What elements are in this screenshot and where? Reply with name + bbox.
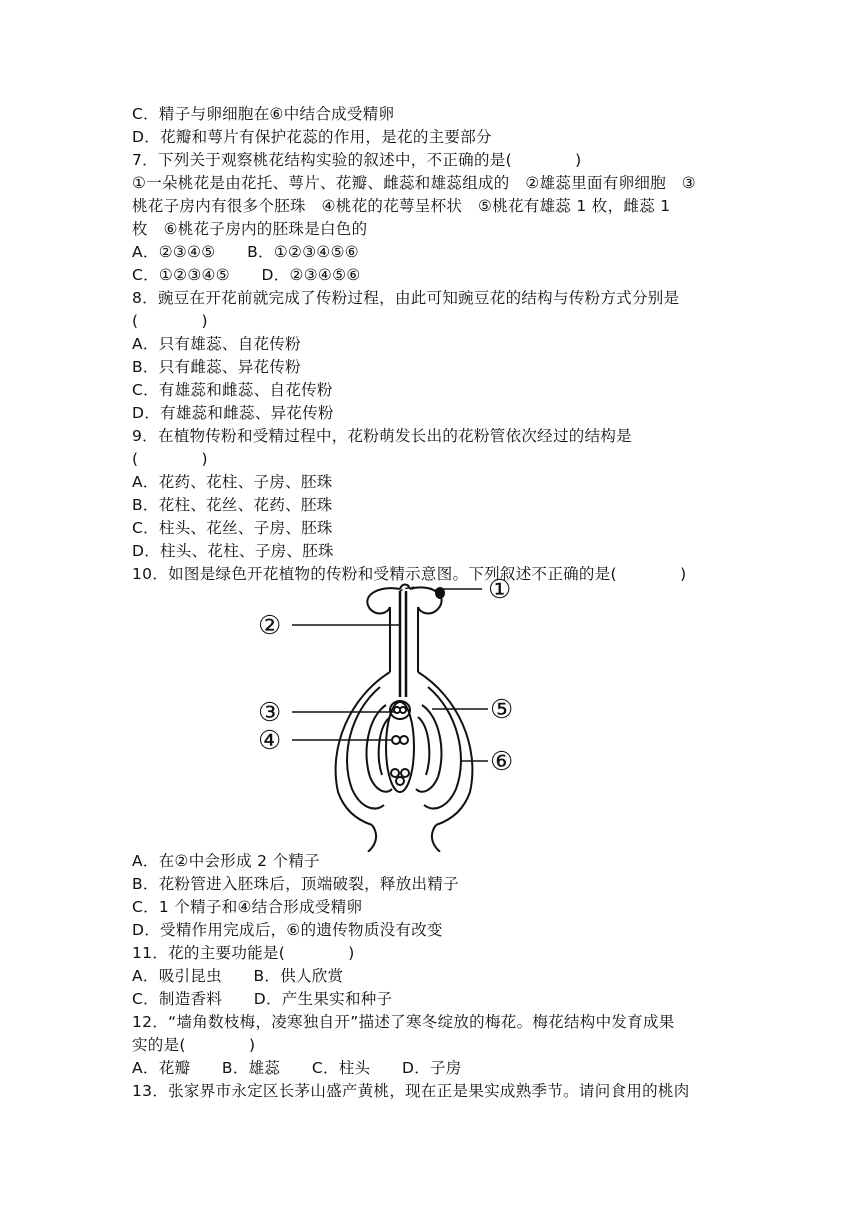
question-12-stem: 12．“墙角数枝梅，凌寒独自开”描述了寒冬绽放的梅花。梅花结构中发育成果 — [132, 1013, 675, 1031]
antipodal-2 — [401, 769, 409, 777]
pollination-fertilization-diagram — [250, 577, 540, 852]
receptacle-left — [368, 825, 376, 852]
stigma-top — [400, 585, 410, 590]
stigma-left-lobe — [367, 588, 400, 613]
question-9-stem: 9．在植物传粉和受精过程中，花粉萌发长出的花粉管依次经过的结构是 — [132, 427, 632, 445]
question-12-options: A．花瓣 B．雄蕊 C．柱头 D．子房 — [132, 1059, 462, 1077]
question-11-stem: 11．花的主要功能是( ) — [132, 944, 355, 962]
egg-nucleus-2 — [400, 707, 406, 713]
question-13-stem: 13．张家界市永定区长茅山盛产黄桃，现在正是果实成熟季节。请问食用的桃肉 — [132, 1082, 690, 1100]
question-10-stem: 10．如图是绿色开花植物的传粉和受精示意图。下列叙述不正确的是( ) — [132, 565, 687, 583]
question-10-option-a: A．在②中会形成 2 个精子 — [132, 852, 320, 870]
question-9-option-d: D．柱头、花柱、子房、胚珠 — [132, 542, 334, 560]
label-2: ② — [258, 611, 282, 641]
ovary-outer-right — [418, 672, 472, 825]
question-7-options-cd: C．①②③④⑤ D．②③④⑤⑥ — [132, 266, 361, 284]
question-8-option-d: D．有雄蕊和雌蕊、异花传粉 — [132, 404, 334, 422]
question-9-blank: ( ) — [132, 450, 208, 468]
ovary-outer-left — [336, 672, 390, 825]
antipodal-1 — [391, 769, 399, 777]
question-7-stem: 7．下列关于观察桃花结构实验的叙述中，不正确的是( ) — [132, 151, 582, 169]
embryo-sac — [386, 702, 414, 792]
option-c-q6: C．精子与卵细胞在⑥中结合成受精卵 — [132, 105, 395, 123]
polar-nucleus-1 — [392, 736, 400, 744]
question-12-stem-line2: 实的是( ) — [132, 1036, 256, 1054]
receptacle-right — [432, 825, 440, 852]
question-9-option-c: C．柱头、花丝、子房、胚珠 — [132, 519, 333, 537]
question-10-option-c: C．1 个精子和④结合形成受精卵 — [132, 898, 363, 916]
question-11-options-cd: C．制造香料 D．产生果实和种子 — [132, 990, 393, 1008]
question-7-statements-line3: 枚 ⑥桃花子房内的胚珠是白色的 — [132, 220, 368, 238]
label-4: ④ — [258, 726, 282, 756]
question-8-option-a: A．只有雄蕊、自花传粉 — [132, 335, 301, 353]
label-1: ① — [488, 577, 512, 605]
question-7-statements-line1: ①一朵桃花是由花托、萼片、花瓣、雌蕊和雄蕊组成的 ②雄蕊里面有卵细胞 ③ — [132, 174, 696, 192]
polar-nucleus-2 — [400, 736, 408, 744]
pollen-grain — [436, 588, 444, 598]
question-9-option-a: A．花药、花柱、子房、胚珠 — [132, 473, 333, 491]
question-8-stem: 8．豌豆在开花前就完成了传粉过程，由此可知豌豆花的结构与传粉方式分别是 — [132, 289, 680, 307]
question-10-option-b: B．花粉管进入胚珠后，顶端破裂，释放出精子 — [132, 875, 459, 893]
question-8-option-c: C．有雄蕊和雌蕊、自花传粉 — [132, 381, 333, 399]
question-10-option-d: D．受精作用完成后，⑥的遗传物质没有改变 — [132, 921, 443, 939]
question-7-statements-line2: 桃花子房内有很多个胚珠 ④桃花的花萼呈杯状 ⑤桃花有雄蕊 1 枚，雌蕊 1 — [132, 197, 671, 215]
question-8-option-b: B．只有雌蕊、异花传粉 — [132, 358, 301, 376]
question-8-blank: ( ) — [132, 312, 208, 330]
question-11-options-ab: A．吸引昆虫 B．供人欣赏 — [132, 967, 344, 985]
label-5: ⑤ — [490, 695, 514, 725]
antipodal-3 — [396, 777, 404, 785]
label-6: ⑥ — [490, 747, 514, 777]
option-d-q6: D．花瓣和萼片有保护花蕊的作用，是花的主要部分 — [132, 128, 492, 146]
question-9-option-b: B．花柱、花丝、花药、胚珠 — [132, 496, 333, 514]
label-3: ③ — [258, 698, 282, 728]
ovule-inner-right — [418, 717, 429, 775]
question-7-options-ab: A．②③④⑤ B．①②③④⑤⑥ — [132, 243, 359, 261]
